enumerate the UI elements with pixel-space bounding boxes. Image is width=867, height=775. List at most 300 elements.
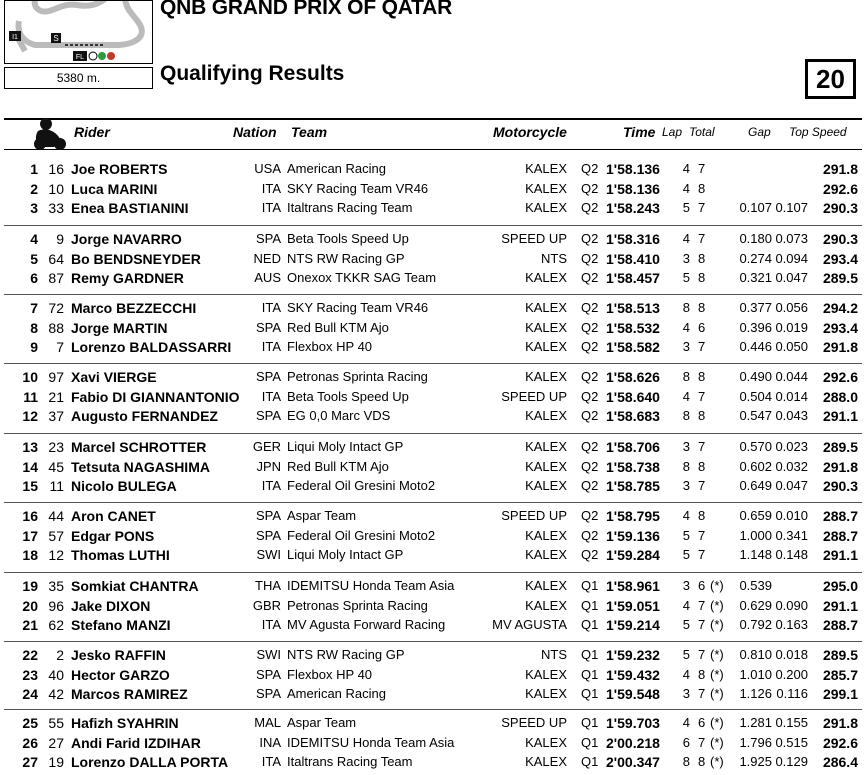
cell-lap: 3 bbox=[682, 250, 690, 266]
cell-total: 7 bbox=[698, 527, 706, 543]
cell-sess: Q2 bbox=[581, 339, 599, 354]
cell-speed: 299.1 bbox=[822, 686, 858, 702]
table-row bbox=[0, 576, 867, 596]
cell-gap: 0.792 bbox=[739, 617, 772, 632]
cell-time: 1'59.548 bbox=[606, 686, 660, 702]
group-separator bbox=[4, 225, 862, 226]
cell-gap: 0.629 bbox=[739, 597, 772, 613]
cell-lap: 4 bbox=[682, 180, 690, 196]
cell-name: Hafizh SYAHRIN bbox=[71, 715, 179, 731]
cell-num: 11 bbox=[49, 478, 64, 494]
cell-num: 12 bbox=[48, 547, 64, 563]
cell-prev: 0.155 bbox=[775, 715, 808, 730]
cell-speed: 291.8 bbox=[822, 715, 858, 731]
cell-team: Beta Tools Speed Up bbox=[287, 388, 409, 404]
cell-total: 7 bbox=[698, 339, 706, 354]
cell-sess: Q2 bbox=[581, 508, 599, 523]
cell-num: 9 bbox=[56, 231, 64, 247]
cell-num: 64 bbox=[48, 250, 64, 267]
cell-lap: 3 bbox=[682, 439, 690, 454]
table-row bbox=[0, 476, 867, 496]
cell-prev: 0.107 bbox=[775, 200, 808, 215]
cell-nat: GER bbox=[252, 439, 281, 454]
table-row bbox=[0, 596, 867, 616]
cell-pos: 4 bbox=[30, 231, 38, 247]
table-row bbox=[0, 387, 867, 407]
cell-pos: 18 bbox=[22, 547, 38, 563]
cell-total: 6 bbox=[698, 715, 706, 730]
col-time: Time bbox=[623, 124, 656, 140]
cell-gap: 1.148 bbox=[739, 547, 772, 562]
cell-speed: 291.1 bbox=[822, 408, 858, 424]
cell-lap: 3 bbox=[682, 686, 690, 701]
cell-speed: 292.6 bbox=[822, 369, 858, 385]
cell-pos: 1 bbox=[30, 161, 38, 177]
cell-moto: KALEX bbox=[525, 439, 567, 454]
cell-gap: 0.602 bbox=[739, 458, 772, 474]
cell-speed: 289.5 bbox=[822, 270, 858, 286]
track-map bbox=[4, 0, 153, 64]
cell-time: 1'58.457 bbox=[606, 270, 660, 286]
cell-moto: KALEX bbox=[525, 200, 567, 215]
cell-name: Luca MARINI bbox=[71, 180, 158, 197]
cell-lap: 6 bbox=[682, 734, 690, 750]
cell-team: Liqui Moly Intact GP bbox=[287, 439, 404, 454]
group-separator bbox=[4, 709, 862, 710]
cell-name: Jesko RAFFIN bbox=[71, 647, 166, 663]
cell-team: American Racing bbox=[287, 161, 386, 176]
cell-prev: 0.010 bbox=[775, 508, 808, 523]
cell-sess: Q2 bbox=[581, 547, 599, 562]
cell-lap: 8 bbox=[682, 458, 690, 474]
table-row bbox=[0, 249, 867, 269]
cell-team: Red Bull KTM Ajo bbox=[287, 458, 389, 474]
cell-num: 88 bbox=[48, 319, 64, 336]
col-lap: Lap bbox=[662, 125, 683, 139]
cell-gap: 0.107 bbox=[739, 200, 772, 215]
cell-time: 1'58.683 bbox=[606, 408, 660, 424]
page-subtitle: Qualifying Results bbox=[160, 62, 345, 85]
cell-team: IDEMITSU Honda Team Asia bbox=[287, 734, 455, 750]
cell-prev: 0.073 bbox=[775, 231, 808, 246]
cell-moto: KALEX bbox=[525, 408, 567, 423]
cell-lap: 4 bbox=[682, 715, 690, 730]
cell-gap: 0.377 bbox=[739, 300, 772, 315]
cell-team: SKY Racing Team VR46 bbox=[287, 180, 429, 196]
cell-num: 35 bbox=[48, 578, 64, 594]
cell-prev: 0.200 bbox=[775, 666, 808, 682]
cell-star: (*) bbox=[710, 617, 724, 632]
cell-prev: 0.018 bbox=[775, 647, 808, 662]
cell-gap: 0.810 bbox=[739, 647, 772, 662]
cell-sess: Q2 bbox=[581, 300, 599, 315]
cell-time: 1'58.738 bbox=[606, 458, 660, 475]
cell-pos: 7 bbox=[30, 300, 38, 316]
cell-moto: KALEX bbox=[525, 270, 567, 285]
cell-prev: 0.163 bbox=[775, 617, 808, 632]
cell-lap: 8 bbox=[682, 369, 690, 384]
cell-lap: 5 bbox=[682, 270, 690, 285]
cell-num: 37 bbox=[48, 408, 64, 424]
cell-total: 8 bbox=[698, 458, 706, 474]
col-motorcycle: Motorcycle bbox=[493, 124, 567, 140]
cell-speed: 292.6 bbox=[822, 734, 858, 751]
table-row bbox=[0, 713, 867, 733]
cell-team: Aspar Team bbox=[287, 508, 357, 523]
cell-lap: 3 bbox=[682, 578, 690, 593]
cell-nat: ITA bbox=[261, 200, 281, 215]
cell-speed: 295.0 bbox=[822, 578, 858, 594]
cell-time: 1'58.243 bbox=[606, 200, 660, 216]
cell-num: 62 bbox=[48, 617, 64, 633]
track-map-icon bbox=[5, 1, 152, 63]
cell-speed: 288.7 bbox=[822, 527, 858, 544]
table-row bbox=[0, 268, 867, 288]
cell-star: (*) bbox=[710, 666, 724, 682]
cell-gap: 1.000 bbox=[739, 527, 772, 543]
cell-prev: 0.019 bbox=[775, 319, 808, 335]
cell-speed: 288.7 bbox=[822, 617, 858, 633]
table-row bbox=[0, 318, 867, 338]
cell-time: 1'58.582 bbox=[606, 339, 660, 355]
cell-speed: 291.8 bbox=[822, 458, 858, 475]
cell-team: Onexox TKKR SAG Team bbox=[287, 270, 437, 285]
cell-sess: Q1 bbox=[581, 666, 599, 682]
cell-prev: 0.148 bbox=[775, 547, 808, 562]
cell-num: 96 bbox=[48, 597, 64, 614]
cell-lap: 5 bbox=[682, 647, 690, 662]
cell-pos: 13 bbox=[22, 439, 38, 455]
cell-nat: ITA bbox=[261, 478, 281, 493]
cell-lap: 4 bbox=[682, 161, 690, 176]
cell-time: 1'58.513 bbox=[606, 300, 660, 316]
cell-sess: Q2 bbox=[581, 458, 599, 474]
cell-nat: SPA bbox=[255, 231, 281, 246]
cell-total: 8 bbox=[698, 180, 706, 196]
cell-total: 7 bbox=[698, 388, 706, 404]
cell-team: Italtrans Racing Team bbox=[287, 754, 413, 769]
cell-name: Nicolo BULEGA bbox=[71, 478, 177, 494]
cell-total: 7 bbox=[698, 547, 706, 562]
cell-moto: KALEX bbox=[525, 666, 567, 682]
cell-total: 8 bbox=[698, 408, 706, 423]
col-rider: Rider bbox=[74, 124, 110, 140]
cell-moto: KALEX bbox=[525, 686, 567, 701]
cell-gap: 1.010 bbox=[739, 666, 772, 682]
cell-num: 16 bbox=[48, 161, 64, 177]
cell-pos: 14 bbox=[22, 458, 38, 475]
svg-text:I1: I1 bbox=[12, 34, 18, 41]
cell-team: Liqui Moly Intact GP bbox=[287, 547, 404, 562]
cell-num: 21 bbox=[48, 388, 64, 405]
cell-time: 1'58.410 bbox=[606, 250, 660, 267]
cell-pos: 2 bbox=[30, 180, 38, 197]
cell-gap: 1.925 bbox=[739, 754, 772, 769]
cell-sess: Q1 bbox=[581, 734, 599, 750]
cell-speed: 288.7 bbox=[822, 508, 858, 524]
motorcycle-rider-icon bbox=[30, 117, 70, 151]
cell-time: 2'00.218 bbox=[606, 734, 660, 751]
cell-speed: 290.3 bbox=[822, 478, 858, 494]
cell-moto: SPEED UP bbox=[501, 231, 567, 246]
cell-prev: 0.090 bbox=[775, 597, 808, 613]
cell-gap: 1.126 bbox=[739, 686, 772, 701]
cell-total: 8 bbox=[698, 754, 706, 769]
cell-lap: 4 bbox=[682, 319, 690, 335]
cell-sess: Q1 bbox=[581, 715, 599, 730]
cell-moto: KALEX bbox=[525, 161, 567, 176]
cell-moto: SPEED UP bbox=[501, 388, 567, 404]
cell-pos: 6 bbox=[30, 270, 38, 286]
cell-pos: 16 bbox=[22, 508, 38, 524]
cell-pos: 23 bbox=[22, 666, 38, 683]
table-row bbox=[0, 457, 867, 477]
cell-prev: 0.056 bbox=[775, 300, 808, 315]
cell-time: 1'59.432 bbox=[606, 666, 660, 683]
cell-pos: 12 bbox=[22, 408, 38, 424]
cell-pos: 24 bbox=[22, 686, 38, 702]
cell-name: Andi Farid IZDIHAR bbox=[71, 734, 201, 751]
cell-nat: ITA bbox=[261, 388, 281, 404]
cell-prev: 0.515 bbox=[775, 734, 808, 750]
cell-star: (*) bbox=[710, 597, 724, 613]
cell-total: 7 bbox=[698, 617, 706, 632]
cell-name: Hector GARZO bbox=[71, 666, 170, 683]
cell-time: 1'58.795 bbox=[606, 508, 660, 524]
cell-prev: 0.341 bbox=[775, 527, 808, 543]
cell-name: Somkiat CHANTRA bbox=[71, 578, 199, 594]
cell-sess: Q2 bbox=[581, 319, 599, 335]
cell-nat: SPA bbox=[255, 686, 281, 701]
cell-moto: KALEX bbox=[525, 597, 567, 613]
cell-gap: 0.180 bbox=[739, 231, 772, 246]
cell-moto: NTS bbox=[541, 647, 567, 662]
cell-moto: SPEED UP bbox=[501, 508, 567, 523]
cell-gap: 0.321 bbox=[739, 270, 772, 285]
cell-team: Red Bull KTM Ajo bbox=[287, 319, 389, 335]
table-row bbox=[0, 179, 867, 199]
cell-star: (*) bbox=[710, 734, 724, 750]
cell-speed: 289.5 bbox=[822, 439, 858, 455]
cell-moto: KALEX bbox=[525, 527, 567, 543]
cell-lap: 4 bbox=[682, 508, 690, 523]
cell-lap: 4 bbox=[682, 597, 690, 613]
cell-name: Augusto FERNANDEZ bbox=[71, 408, 218, 424]
cell-pos: 27 bbox=[22, 754, 38, 770]
cell-pos: 22 bbox=[22, 647, 38, 663]
cell-lap: 5 bbox=[682, 200, 690, 215]
cell-gap: 1.796 bbox=[739, 734, 772, 750]
cell-total: 8 bbox=[698, 300, 706, 315]
cell-moto: KALEX bbox=[525, 458, 567, 474]
cell-team: Petronas Sprinta Racing bbox=[287, 369, 428, 384]
cell-name: Bo BENDSNEYDER bbox=[71, 250, 201, 267]
cell-moto: KALEX bbox=[525, 319, 567, 335]
cell-time: 1'58.136 bbox=[606, 161, 660, 177]
cell-lap: 5 bbox=[682, 527, 690, 543]
cell-total: 7 bbox=[698, 597, 706, 613]
cell-num: 23 bbox=[48, 439, 64, 455]
cell-star: (*) bbox=[710, 647, 724, 662]
cell-lap: 3 bbox=[682, 478, 690, 493]
table-row bbox=[0, 752, 867, 772]
cell-num: 57 bbox=[48, 527, 64, 544]
cell-num: 72 bbox=[48, 300, 64, 316]
cell-sess: Q2 bbox=[581, 478, 599, 493]
cell-speed: 293.4 bbox=[822, 250, 858, 267]
cell-gap: 0.274 bbox=[739, 250, 772, 266]
table-row bbox=[0, 545, 867, 565]
col-team: Team bbox=[291, 124, 328, 140]
cell-total: 7 bbox=[698, 231, 706, 246]
cell-speed: 291.1 bbox=[822, 597, 858, 614]
cell-team: Petronas Sprinta Racing bbox=[287, 597, 428, 613]
cell-time: 2'00.347 bbox=[606, 754, 660, 770]
cell-pos: 15 bbox=[22, 478, 38, 494]
cell-num: 97 bbox=[48, 369, 64, 385]
cell-total: 8 bbox=[698, 666, 706, 682]
table-row bbox=[0, 437, 867, 457]
group-separator bbox=[4, 433, 862, 434]
cell-speed: 291.1 bbox=[822, 547, 858, 563]
cell-time: 1'58.626 bbox=[606, 369, 660, 385]
cell-team: Flexbox HP 40 bbox=[287, 666, 373, 682]
cell-speed: 288.0 bbox=[822, 388, 858, 405]
group-separator bbox=[4, 641, 862, 642]
cell-time: 1'58.706 bbox=[606, 439, 660, 455]
cell-gap: 0.504 bbox=[739, 388, 772, 404]
cell-nat: THA bbox=[255, 578, 281, 593]
cell-moto: KALEX bbox=[525, 369, 567, 384]
table-row bbox=[0, 406, 867, 426]
cell-team: IDEMITSU Honda Team Asia bbox=[287, 578, 455, 593]
cell-num: 55 bbox=[48, 715, 64, 731]
cell-prev: 0.044 bbox=[775, 369, 808, 384]
table-row bbox=[0, 298, 867, 318]
cell-total: 8 bbox=[698, 250, 706, 266]
cell-moto: KALEX bbox=[525, 300, 567, 315]
table-row bbox=[0, 665, 867, 685]
cell-moto: MV AGUSTA bbox=[492, 617, 567, 632]
cell-prev: 0.050 bbox=[775, 339, 808, 354]
cell-time: 1'58.316 bbox=[606, 231, 660, 247]
cell-sess: Q2 bbox=[581, 369, 599, 384]
cell-name: Xavi VIERGE bbox=[71, 369, 157, 385]
cell-name: Fabio DI GIANNANTONIO bbox=[71, 388, 240, 405]
cell-star: (*) bbox=[710, 578, 724, 593]
cell-total: 6 bbox=[698, 319, 706, 335]
cell-star: (*) bbox=[710, 754, 724, 769]
table-row bbox=[0, 526, 867, 546]
cell-pos: 19 bbox=[22, 578, 38, 594]
cell-nat: GBR bbox=[252, 597, 281, 613]
cell-name: Marcos RAMIREZ bbox=[71, 686, 188, 702]
cell-sess: Q2 bbox=[581, 180, 599, 196]
cell-prev: 0.023 bbox=[775, 439, 808, 454]
cell-pos: 8 bbox=[30, 319, 38, 336]
page-title: QNB GRAND PRIX OF QATAR bbox=[160, 0, 453, 19]
cell-moto: KALEX bbox=[525, 578, 567, 593]
group-separator bbox=[4, 294, 862, 295]
cell-star: (*) bbox=[710, 686, 724, 701]
cell-team: NTS RW Racing GP bbox=[287, 647, 405, 662]
cell-nat: ITA bbox=[261, 300, 281, 315]
cell-nat: ITA bbox=[261, 180, 281, 196]
cell-moto: KALEX bbox=[525, 180, 567, 196]
cell-nat: NED bbox=[253, 250, 281, 266]
cell-sess: Q2 bbox=[581, 388, 599, 404]
cell-time: 1'58.640 bbox=[606, 388, 660, 405]
cell-lap: 8 bbox=[682, 408, 690, 423]
cell-team: Federal Oil Gresini Moto2 bbox=[287, 478, 436, 493]
cell-time: 1'59.136 bbox=[606, 527, 660, 544]
cell-num: 7 bbox=[56, 339, 64, 355]
cell-lap: 8 bbox=[682, 754, 690, 769]
cell-name: Remy GARDNER bbox=[71, 270, 184, 286]
cell-nat: AUS bbox=[254, 270, 281, 285]
group-separator bbox=[4, 363, 862, 364]
svg-text:S: S bbox=[53, 34, 59, 43]
cell-nat: SPA bbox=[255, 527, 281, 543]
cell-num: 40 bbox=[48, 666, 64, 683]
cell-sess: Q1 bbox=[581, 617, 599, 632]
cell-time: 1'58.961 bbox=[606, 578, 660, 594]
cell-speed: 290.3 bbox=[822, 200, 858, 216]
cell-prev: 0.032 bbox=[775, 458, 808, 474]
cell-sess: Q2 bbox=[581, 408, 599, 423]
table-row bbox=[0, 198, 867, 218]
cell-total: 7 bbox=[698, 734, 706, 750]
cell-lap: 5 bbox=[682, 547, 690, 562]
cell-moto: KALEX bbox=[525, 754, 567, 769]
cell-lap: 4 bbox=[682, 388, 690, 404]
cell-name: Tetsuta NAGASHIMA bbox=[71, 458, 210, 475]
cell-num: 10 bbox=[48, 180, 64, 197]
cell-prev: 0.043 bbox=[775, 408, 808, 423]
col-nation: Nation bbox=[233, 124, 277, 140]
col-gap: Gap bbox=[748, 125, 771, 139]
cell-sess: Q2 bbox=[581, 439, 599, 454]
table-row bbox=[0, 367, 867, 387]
cell-num: 45 bbox=[48, 458, 64, 475]
cell-name: Lorenzo DALLA PORTA bbox=[71, 754, 229, 770]
cell-lap: 3 bbox=[682, 339, 690, 354]
cell-speed: 293.4 bbox=[822, 319, 858, 336]
cell-prev: 0.014 bbox=[775, 388, 808, 404]
cell-time: 1'59.284 bbox=[606, 547, 660, 563]
cell-time: 1'59.232 bbox=[606, 647, 660, 663]
cell-gap: 0.490 bbox=[739, 369, 772, 384]
cell-name: Lorenzo BALDASSARRI bbox=[71, 339, 232, 355]
cell-nat: JPN bbox=[256, 458, 281, 474]
cell-nat: ITA bbox=[261, 617, 281, 632]
cell-name: Stefano MANZI bbox=[71, 617, 171, 633]
cell-name: Jake DIXON bbox=[71, 597, 151, 614]
cell-prev: 0.116 bbox=[776, 686, 808, 701]
cell-nat: MAL bbox=[254, 715, 281, 730]
cell-name: Jorge NAVARRO bbox=[71, 231, 182, 247]
cell-total: 7 bbox=[698, 161, 706, 176]
cell-gap: 0.659 bbox=[739, 508, 772, 523]
cell-nat: INA bbox=[259, 734, 281, 750]
cell-num: 44 bbox=[48, 508, 64, 524]
col-top-speed: Top Speed bbox=[789, 125, 847, 139]
cell-nat: SPA bbox=[255, 319, 281, 335]
cell-name: Marcel SCHROTTER bbox=[71, 439, 207, 455]
cell-speed: 291.8 bbox=[822, 161, 858, 177]
cell-nat: SPA bbox=[255, 508, 281, 523]
cell-num: 42 bbox=[48, 686, 64, 702]
